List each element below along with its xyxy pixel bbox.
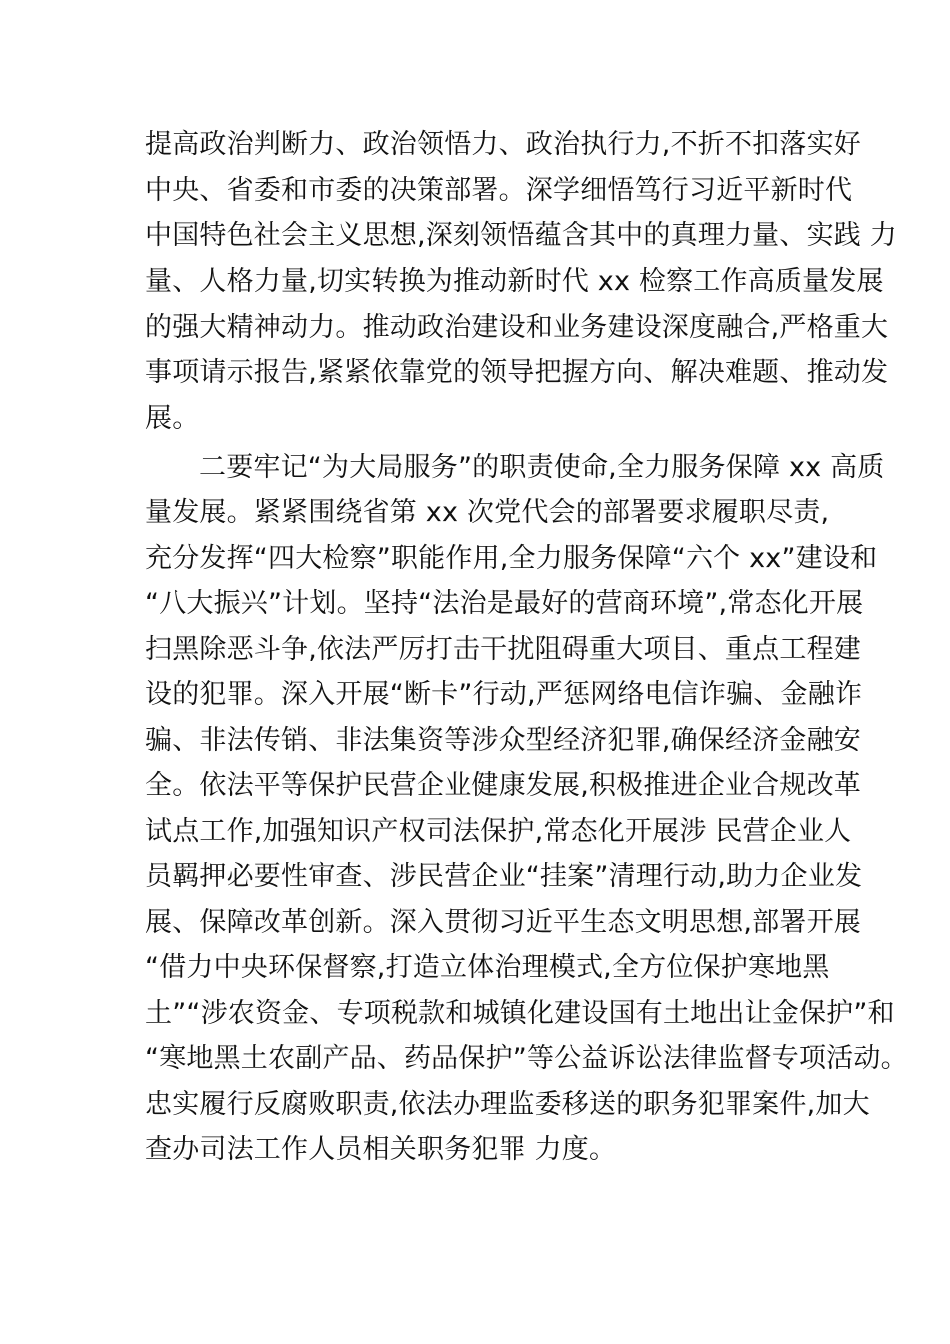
paragraph-1-line-5: 的强大精神动力。推动政治建设和业务建设深度融合,严格重大 [145,312,889,343]
paragraph-2-line-12: “借力中央环保督察,打造立体治理模式,全方位保护寒地黑 [145,952,830,983]
paragraph-2-line-6: 设的犯罪。深入开展“断卡”行动,严惩网络电信诈骗、金融诈 [145,679,863,710]
paragraph-1-line-2: 中央、省委和市委的决策部署。深学细悟笃行习近平新时代 [145,175,853,206]
paragraph-2-line-3: 充分发挥“四大检察”职能作用,全力服务保障“六个 xx”建设和 [145,543,878,574]
paragraph-1-line-4: 量、人格力量,切实转换为推动新时代 xx 检察工作高质量发展 [145,266,884,297]
paragraph-2-line-13: 土”“涉农资金、专项税款和城镇化建设国有土地出让金保护”和 [145,998,895,1029]
paragraph-2-line-15: 忠实履行反腐败职责,依法办理监委移送的职务犯罪案件,加大 [145,1089,870,1120]
paragraph-1-line-6: 事项请示报告,紧紧依靠党的领导把握方向、解决难题、推动发 [145,357,889,388]
paragraph-2-line-7: 骗、非法传销、非法集资等涉众型经济犯罪,确保经济金融安 [145,725,861,756]
paragraph-2-line-14: “寒地黑土农副产品、药品保护”等公益诉讼法律监督专项活动。 [145,1043,908,1074]
paragraph-2-line-4: “八大振兴”计划。坚持“法治是最好的营商环境”,常态化开展 [145,588,864,619]
paragraph-1-line-7: 展。 [145,403,200,434]
paragraph-2-line-11: 展、保障改革创新。深入贯彻习近平生态文明思想,部署开展 [145,907,861,938]
paragraph-2-line-8: 全。依法平等保护民营企业健康发展,积极推进企业合规改革 [145,770,861,801]
paragraph-2-line-10: 员羁押必要性审查、涉民营企业“挂案”清理行动,助力企业发 [145,861,863,892]
paragraph-2-line-16: 查办司法工作人员相关职务犯罪 力度。 [145,1134,617,1165]
paragraph-2-line-9: 试点工作,加强知识产权司法保护,常态化开展涉 民营企业人 [145,816,852,847]
paragraph-2-line-1: 二要牢记“为大局服务”的职责使命,全力服务保障 xx 高质 [199,452,885,483]
paragraph-1-line-1: 提高政治判断力、政治领悟力、政治执行力,不折不扣落实好 [145,129,861,160]
paragraph-2-line-5: 扫黑除恶斗争,依法严厉打击干扰阻碍重大项目、重点工程建 [145,634,861,665]
paragraph-2-line-2: 量发展。紧紧围绕省第 xx 次党代会的部署要求履职尽责, [145,497,830,528]
paragraph-1-line-3: 中国特色社会主义思想,深刻领悟蕴含其中的真理力量、实践 力 [145,220,897,251]
